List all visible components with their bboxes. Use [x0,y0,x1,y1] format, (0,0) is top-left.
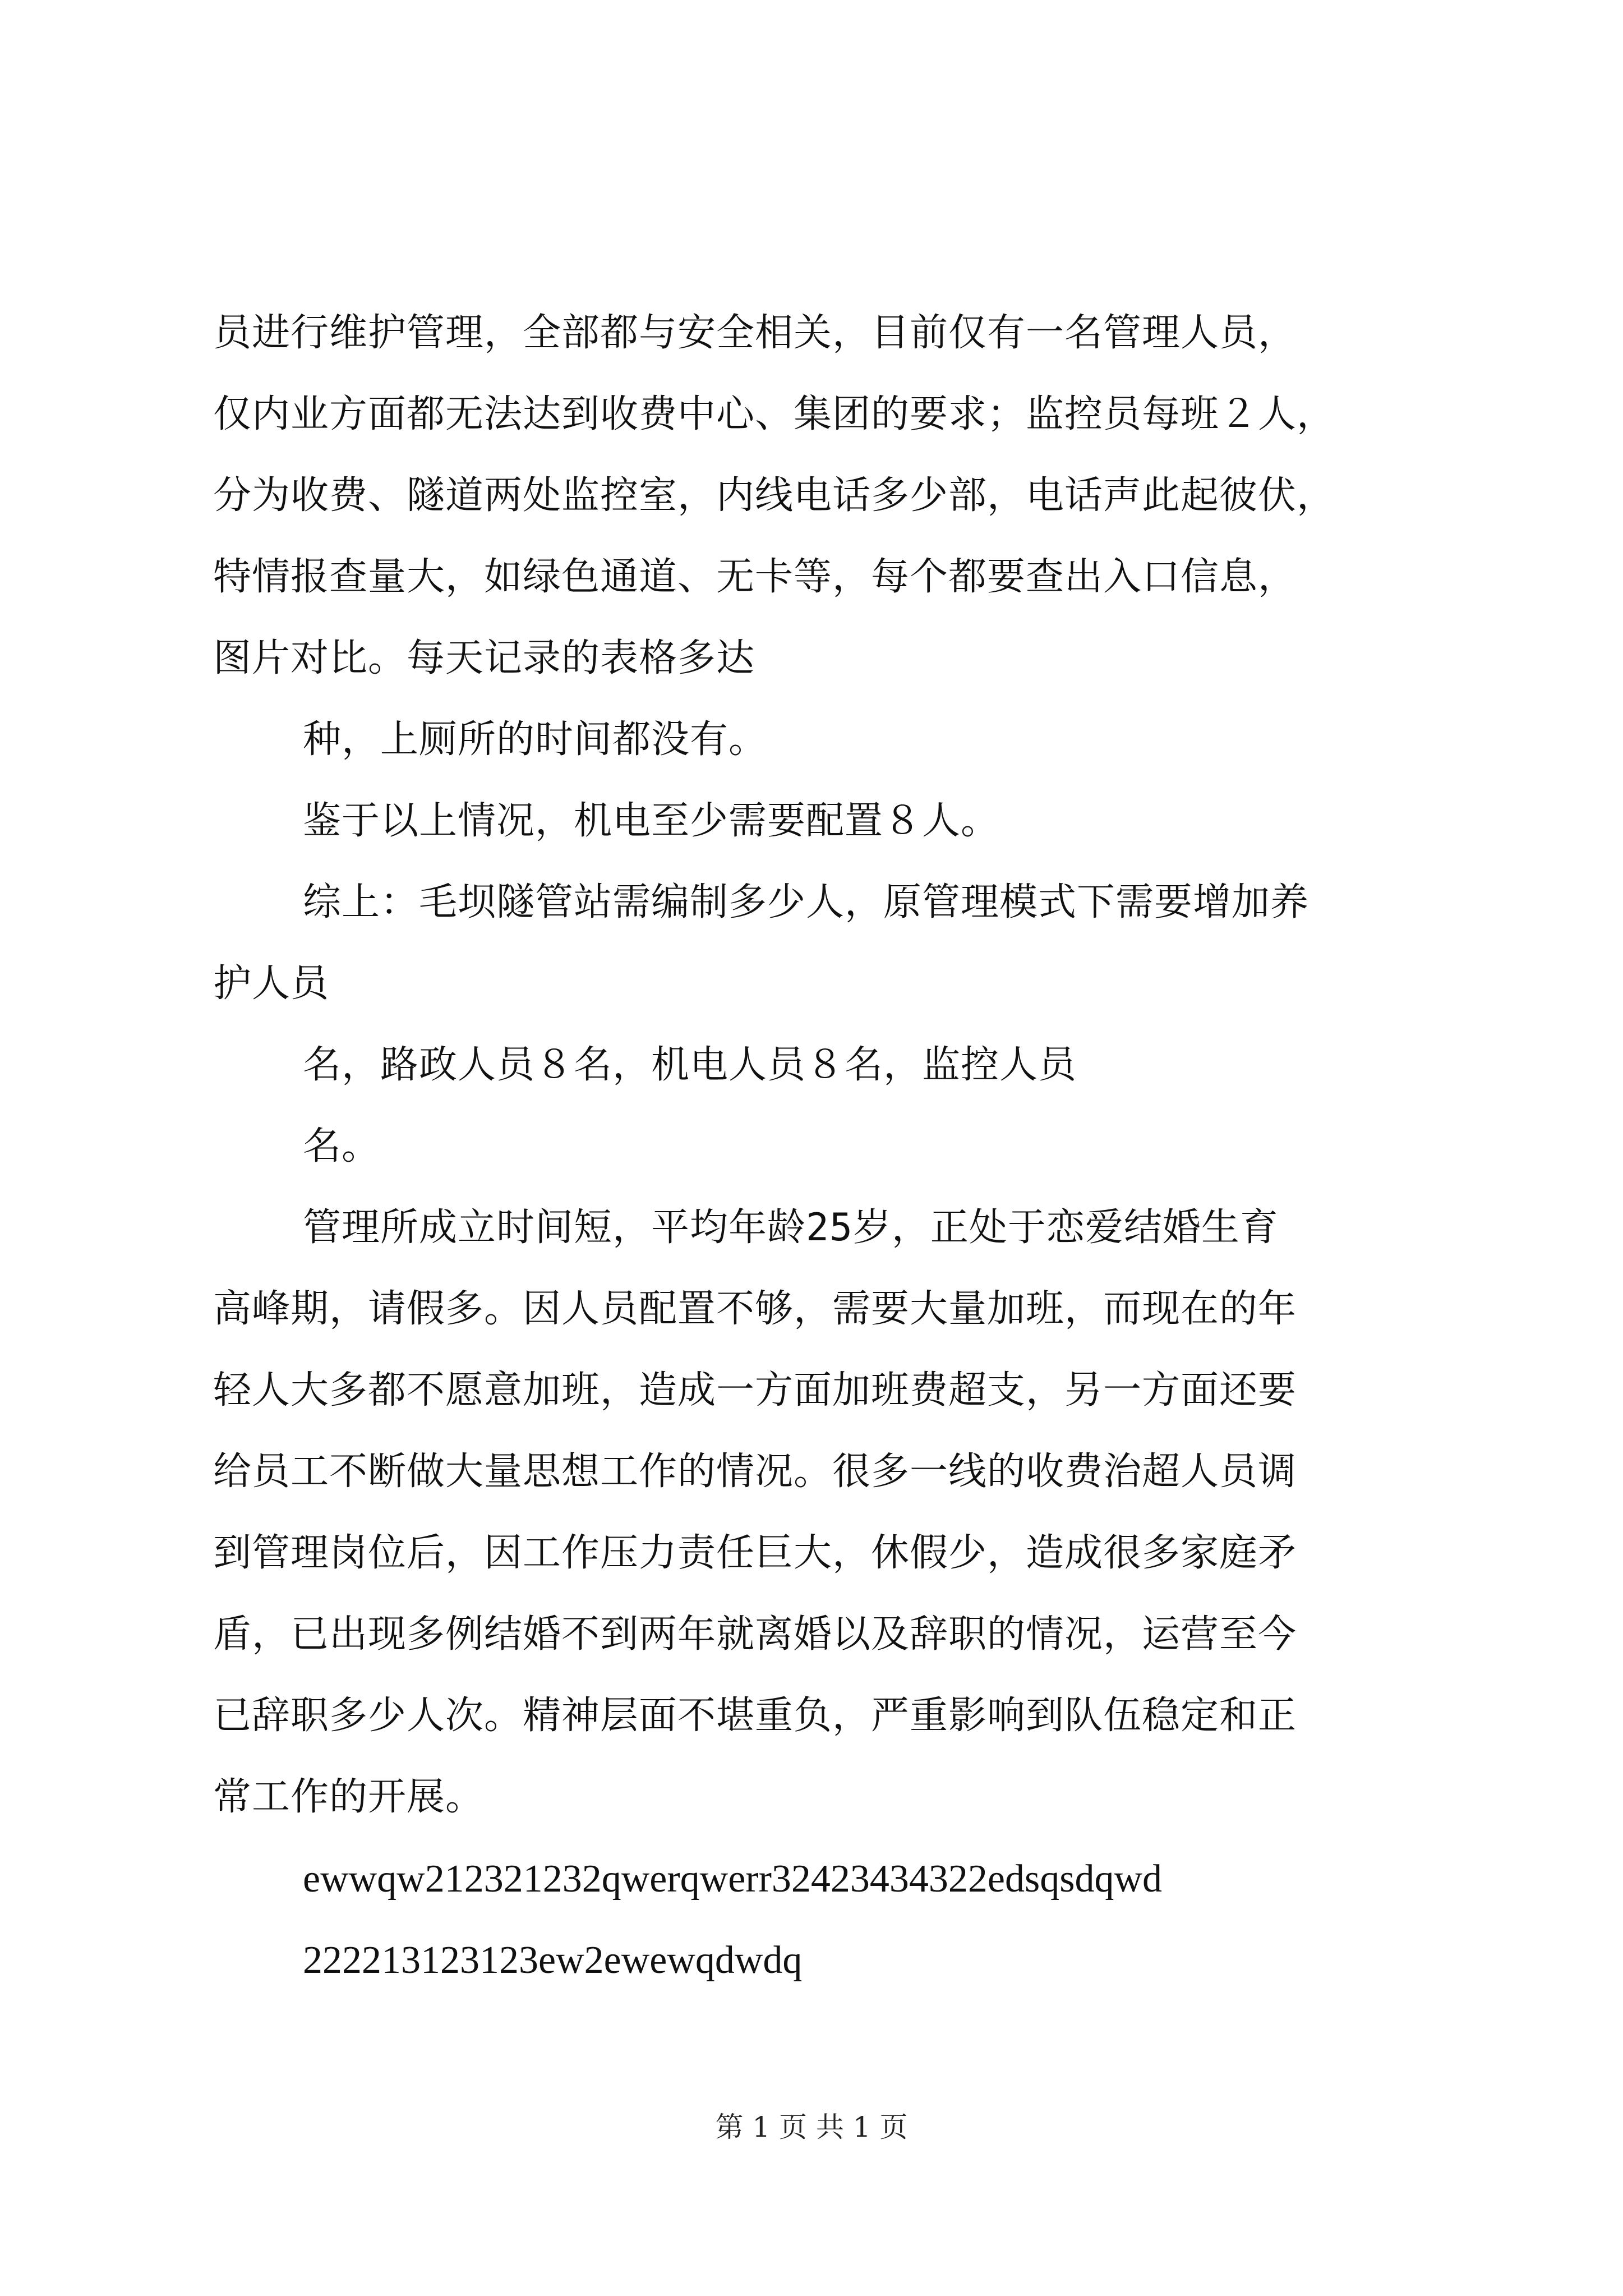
text-line: 轻人大多都不愿意加班，造成一方面加班费超支，另一方面还要 [213,1368,1297,1412]
page-number-footer: 第 1 页 共 1 页 [715,2111,908,2143]
text-line: 特情报查量大，如绿色通道、无卡等，每个都要查出入口信息， [213,555,1297,599]
text-line: 仅内业方面都无法达到收费中心、集团的要求；监控员每班２人， [213,392,1336,436]
text-line: 名，路政人员８名，机电人员８名，监控人员 [303,1043,1077,1087]
text-line: 护人员 [213,961,330,1006]
text-line: 鉴于以上情况，机电至少需要配置８人。 [303,799,1000,843]
text-line: 盾，已出现多例结婚不到两年就离婚以及辞职的情况，运营至今 [213,1612,1297,1657]
text-line: 种，上厕所的时间都没有。 [303,717,768,762]
text-line: 综上：毛坝隧管站需编制多少人，原管理模式下需要增加养 [303,880,1310,924]
text-line: 常工作的开展。 [213,1775,485,1819]
text-line: 给员工不断做大量思想工作的情况。很多一线的收费治超人员调 [213,1450,1297,1494]
text-line: 已辞职多少人次。精神层面不堪重负，严重影响到队伍稳定和正 [213,1694,1297,1738]
text-line: 到管理岗位后，因工作压力责任巨大，休假少，造成很多家庭矛 [213,1531,1297,1575]
text-line: 图片对比。每天记录的表格多达 [213,636,755,680]
text-line: 分为收费、隧道两处监控室，内线电话多少部，电话声此起彼伏， [213,473,1336,518]
text-line: 员进行维护管理，全部都与安全相关，目前仅有一名管理人员， [213,311,1297,355]
text-line: 222213123123ew2ewewqdwdq [303,1939,803,1982]
text-line: 名。 [303,1124,381,1168]
text-line: ewwqw212321232qwerqwerr32423434322edsqsdqwd [303,1857,1163,1901]
text-line: 管理所成立时间短，平均年龄25岁，正处于恋爱结婚生育 [303,1205,1279,1250]
text-line: 高峰期，请假多。因人员配置不够，需要大量加班，而现在的年 [213,1287,1297,1331]
